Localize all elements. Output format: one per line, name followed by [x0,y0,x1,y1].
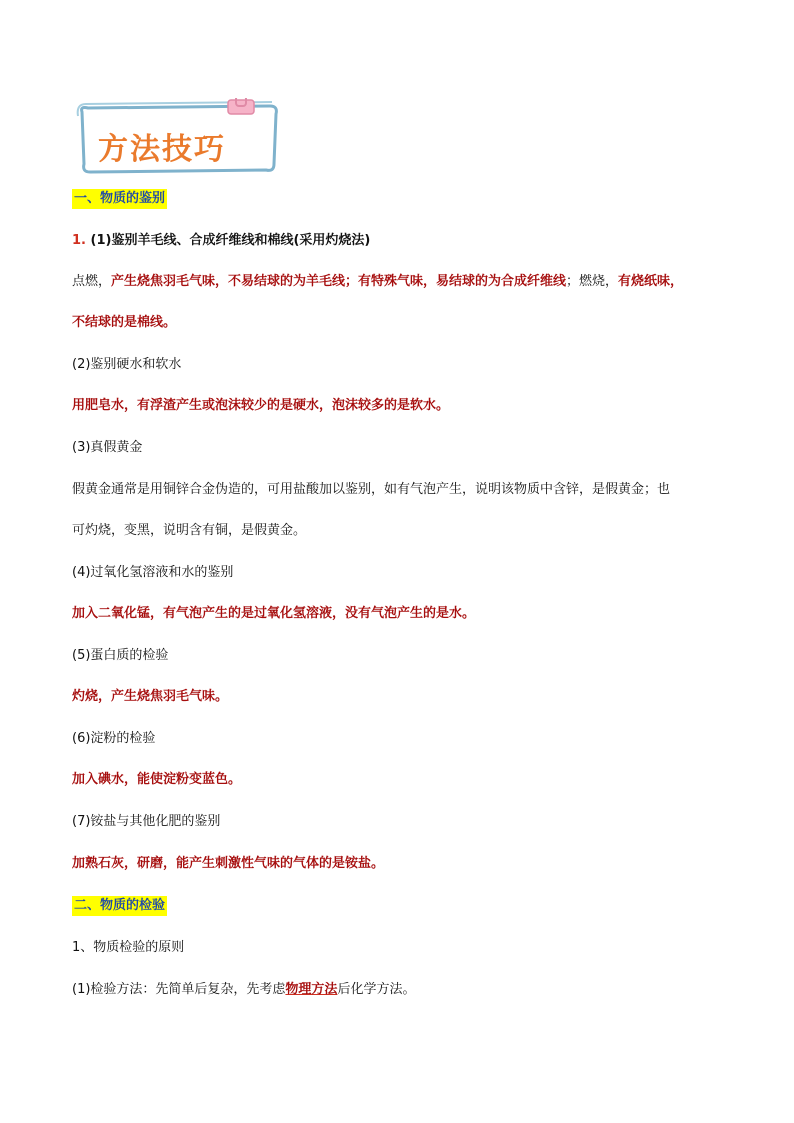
section2-line1: (1)检验方法：先简单后复杂，先考虑物理方法后化学方法。 [72,982,416,997]
section2-sub1: 1、物质检验的原则 [72,940,185,955]
section-heading-identification: 一、物质的鉴别 [72,189,167,209]
item-6-title: (6)淀粉的检验 [72,731,156,746]
item-5-title: (5)蛋白质的检验 [72,648,169,663]
item-3-body-line2: 可灼烧，变黑，说明含有铜，是假黄金。 [72,523,307,538]
item-4-body: 加入二氧化锰，有气泡产生的是过氧化氢溶液，没有气泡产生的是水。 [72,606,476,621]
banner-title: 方法技巧 [98,132,226,167]
item-3-body-line1: 假黄金通常是用铜锌合金伪造的，可用盐酸加以鉴别，如有气泡产生，说明该物质中含锌，是假黄金；也 [72,482,671,497]
item-7-title: (7)铵盐与其他化肥的鉴别 [72,814,221,829]
item-3-title: (3)真假黄金 [72,440,143,455]
section-heading-inspection: 二、物质的检验 [72,896,167,916]
item-1-body-line1: 点燃，产生烧焦羽毛气味，不易结球的为羊毛线；有特殊气味，易结球的为合成纤维线；燃烧，有烧纸味， [72,274,684,289]
item-2-body: 用肥皂水，有浮渣产生或泡沫较少的是硬水，泡沫较多的是软水。 [72,398,450,413]
item-2-title: (2)鉴别硬水和软水 [72,357,182,372]
underlined-term: 物理方法 [285,982,338,997]
item-5-body: 灼烧，产生烧焦羽毛气味。 [72,689,229,704]
item-1-title: 1. (1)鉴别羊毛线、合成纤维线和棉线(采用灼烧法) [72,233,371,248]
item-7-body: 加熟石灰，研磨，能产生刺激性气味的气体的是铵盐。 [72,856,385,871]
item-4-title: (4)过氧化氢溶液和水的鉴别 [72,565,234,580]
item-6-body: 加入碘水，能使淀粉变蓝色。 [72,772,242,787]
item-1-body-line2: 不结球的是棉线。 [72,315,177,330]
